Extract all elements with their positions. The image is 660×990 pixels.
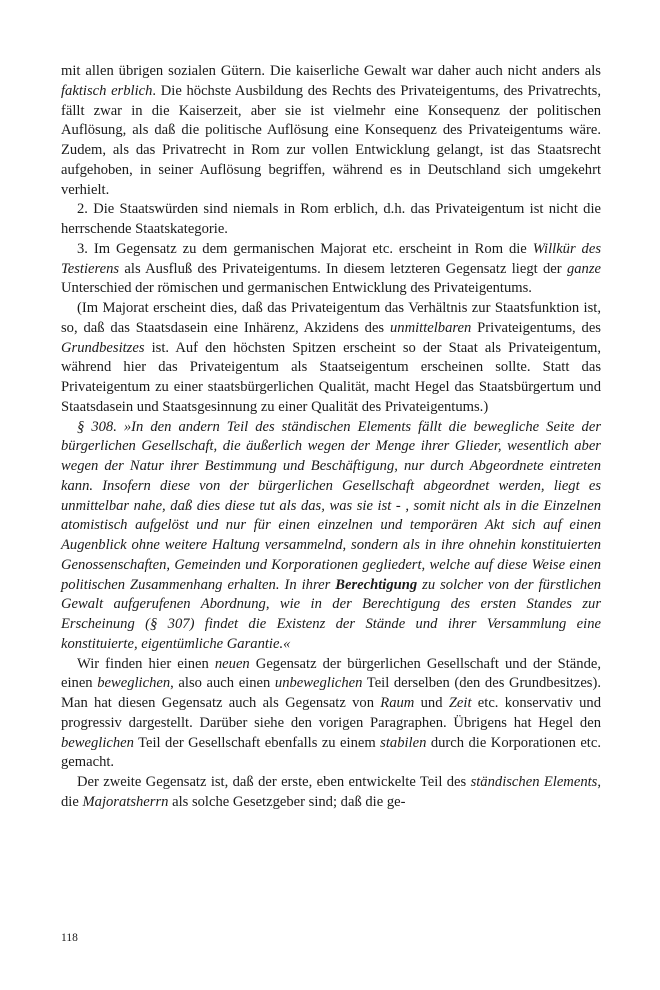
text-run: Privateigentums, des bbox=[471, 319, 601, 336]
text-run: , also auch einen bbox=[170, 675, 275, 692]
page-number: 118 bbox=[61, 932, 78, 944]
emphasis: faktisch erblich bbox=[61, 82, 153, 99]
emphasis: unmittelbaren bbox=[389, 319, 472, 336]
emphasis: Raum bbox=[380, 695, 415, 711]
text-run: (Im Majorat erscheint dies, daß das Privateigentum das Verhältnis zur Staatsfunktion ist, so, daß das Staatsdasein eine Inhärenz, Akzidens des bbox=[61, 300, 601, 336]
text-run: als solche Gesetzgeber sind; daß die ge- bbox=[168, 793, 406, 810]
text-run: als Ausfluß des Privateigentums. In diesem letzteren Gegensatz liegt der bbox=[119, 260, 567, 277]
text-run: zu solcher von der fürstlichen Gewalt aufgerufenen Abordnung, wie in der Berechtigung des ersten Standes zur Erscheinung (§ 307) findet die Existenz der Stände und ihrer Versammlung eine konstituierte, eigentümliche Garantie.« bbox=[61, 576, 601, 652]
body-text bbox=[61, 62, 601, 813]
text-run: § 308. »In den andern Teil des ständischen Elements fällt die bewegliche Seite der bürgerlichen Gesellschaft, die äußerlich wegen der Menge ihrer Glieder, wesentlich aber wegen der Natur ihrer Bestimmung und Beschäftigung, nur durch Abgeordnete eintreten kann. Insofern diese von der bürgerlichen Gesellschaft abgeordnet werden, liegt es unmittelbar nahe, daß dies diese tut als das, was sie ist - , somit nicht als in die Einzelnen atomistisch aufgelöst und nur für einen einzelnen und temporären Akt sich auf einen Augenblick ohne weitere Haltung versammelnd, sondern als in ihre ohnehin konstituierten Genossenschaften, Gemeinden und Korporationen gegliedert, welche auf diese Weise einen politischen Zusammenhang erhalten. In ihrer bbox=[61, 418, 601, 593]
emphasis: Willkür des Testierens bbox=[61, 240, 602, 277]
emphasis: Grundbesitzes bbox=[61, 339, 145, 356]
text-run: Teil derselben (den des Grundbesitzes). Man hat diesen Gegensatz auch als Gegensatz von bbox=[61, 675, 601, 711]
text-run: etc. konservativ und progressiv dargestellt. Darüber siehe den vorigen Paragraphen. Übrigens hat Hegel den bbox=[61, 695, 601, 731]
text-run: Der zweite Gegensatz ist, daß der erste, eben entwickelte Teil des bbox=[77, 774, 471, 790]
emphasis: Zeit bbox=[448, 695, 472, 711]
text-run: Wir finden hier einen bbox=[77, 655, 215, 672]
emphasis: unbeweglichen bbox=[274, 675, 363, 692]
text-run: 2. Die Staatswürden sind niemals in Rom erblich, d.h. das Privateigentum ist nicht die herrschende Staatskategorie. bbox=[61, 201, 601, 237]
text-run: . Die höchste Ausbildung des Rechts des Privateigentums, des Privatrechts, fällt zwar in die Kaiserzeit, aber sie ist vielmehr eine Konsequenz der politischen Auflösung, als daß die politische Auflösung eine Konsequenz des Privateigentums wäre. Zudem, als das Privatrecht in Rom zur vollen Entwicklung gelangt, ist das Staatsrecht aufgehoben, in seiner Auflösung begriffen, während es in Deutschland sich umgekehrt verhielt. bbox=[61, 82, 601, 198]
text-run: Unterschied der römischen und germanischen Entwicklung des Privateigentums. bbox=[61, 280, 532, 297]
paragraph-6 bbox=[61, 655, 601, 774]
emphasis: beweglichen bbox=[97, 675, 171, 692]
emphasis: neuen bbox=[214, 655, 250, 672]
text-run: Teil der Gesellschaft ebenfalls zu einem bbox=[133, 734, 381, 751]
paragraph-7 bbox=[61, 773, 601, 813]
emphasis: ganze bbox=[566, 260, 601, 277]
emphasis: beweglichen bbox=[61, 734, 134, 751]
paragraph-4 bbox=[61, 299, 601, 418]
text-run: Gegensatz der bürgerlichen Gesellschaft und der Stände, einen bbox=[61, 655, 601, 692]
emphasis: ständischen Elements bbox=[470, 774, 598, 790]
bold-term: Berechtigung bbox=[335, 576, 418, 593]
paragraph-2 bbox=[61, 200, 601, 240]
text-run: ist. Auf den höchsten Spitzen erscheint so der Staat als Privateigentum, während hier das Privateigentum als Staatseigentum erscheinen sollte. Statt das Privateigentum zu einer staatsbürgerlichen Qualität, macht Hegel das Staatsbürgertum und Staatsdasein und Staatsgesinnung zu einer Qualität des Privateigentums.) bbox=[61, 339, 601, 415]
text-run: 3. Im Gegensatz zu dem germanischen Majorat etc. erscheint in Rom die bbox=[77, 240, 533, 257]
text-run: durch die Korporationen etc. gemacht. bbox=[61, 734, 601, 771]
paragraph-1 bbox=[61, 62, 601, 200]
emphasis: stabilen bbox=[380, 734, 427, 751]
text-run: , die bbox=[61, 774, 601, 810]
emphasis: Majoratsherrn bbox=[82, 793, 169, 810]
paragraph-3 bbox=[61, 240, 601, 299]
text-run: mit allen übrigen sozialen Gütern. Die kaiserliche Gewalt war daher auch nicht anders als bbox=[61, 63, 601, 79]
text-run: und bbox=[414, 695, 449, 711]
paragraph-5-quote bbox=[61, 418, 601, 655]
